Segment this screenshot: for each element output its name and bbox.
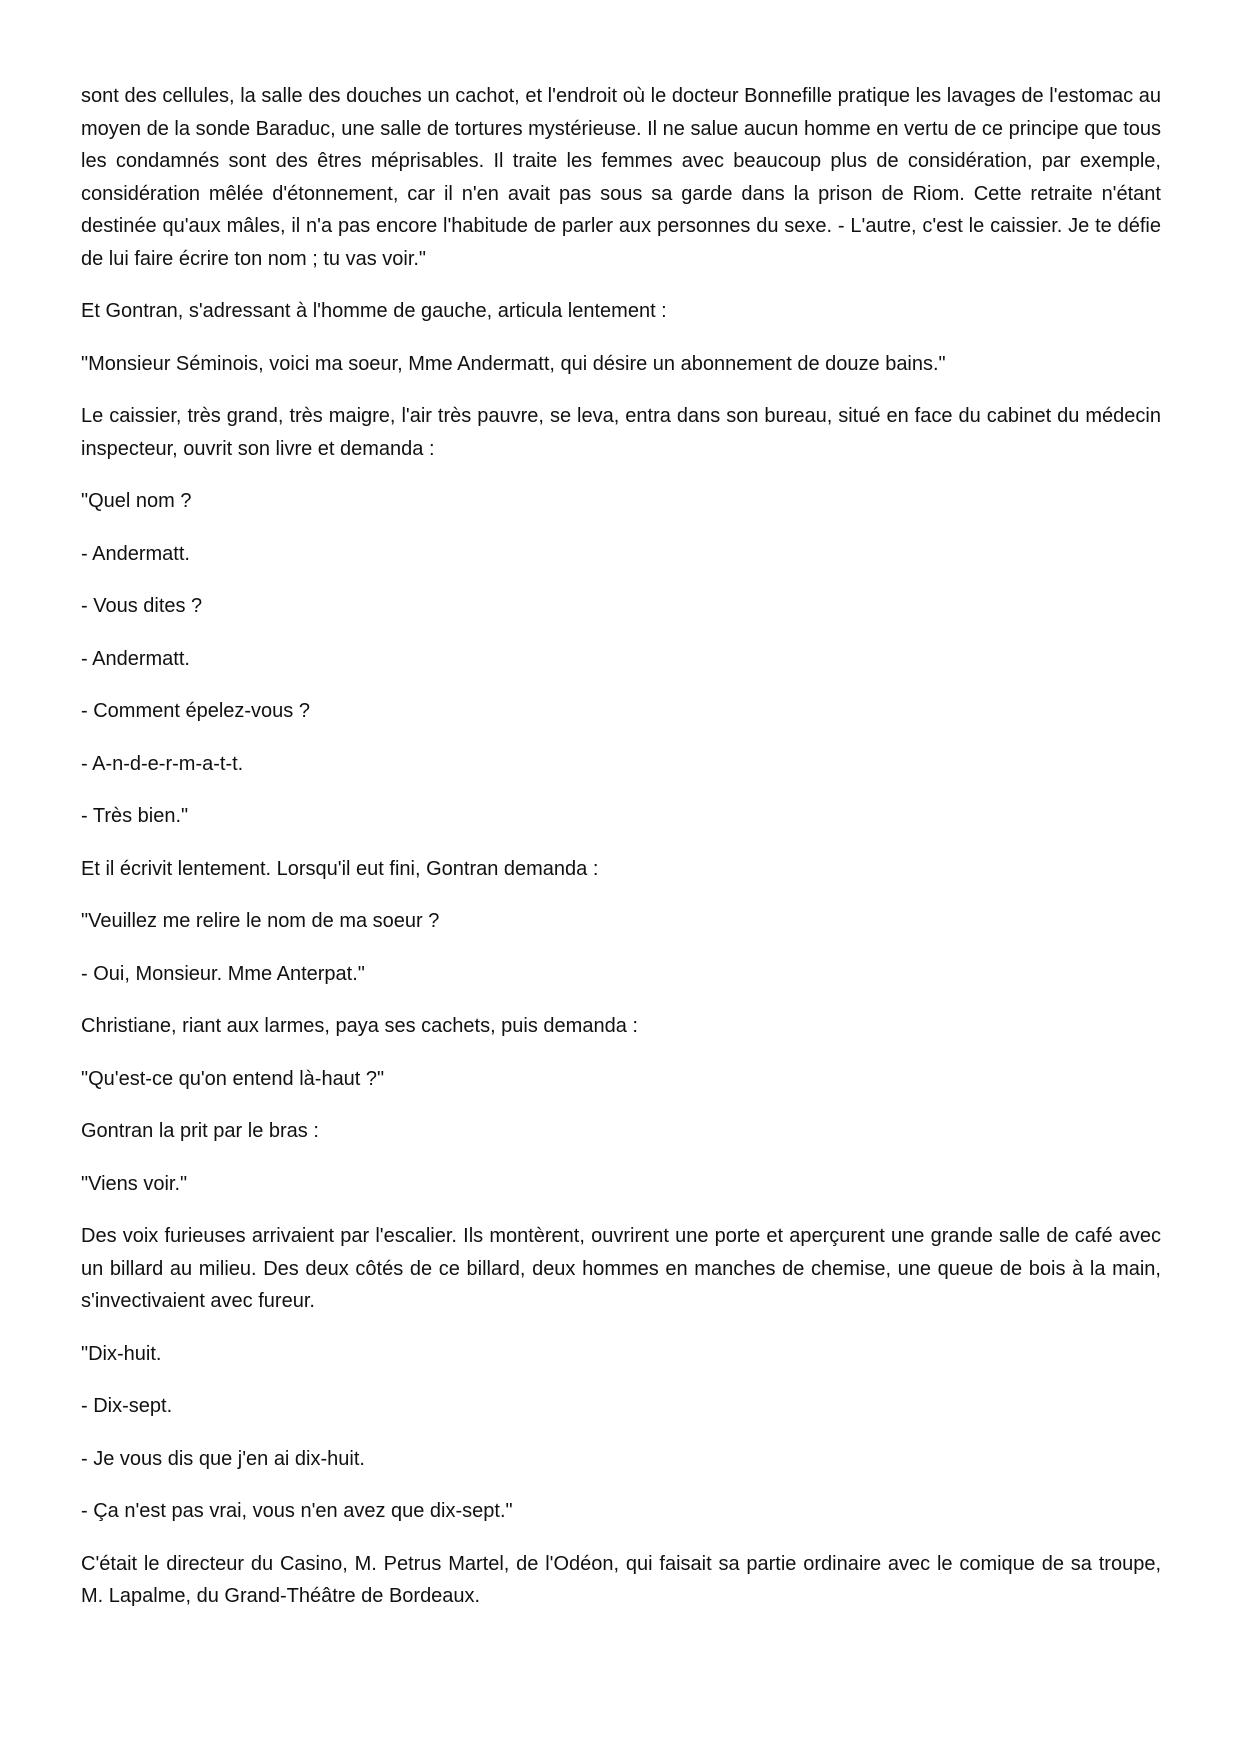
- paragraph: - Je vous dis que j'en ai dix-huit.: [81, 1447, 365, 1470]
- paragraph: "Viens voir.": [81, 1172, 188, 1195]
- paragraph: "Qu'est-ce qu'on entend là-haut ?": [81, 1067, 385, 1090]
- paragraph: - Dix-sept.: [81, 1395, 173, 1417]
- paragraph: Le caissier, très grand, très maigre, l'air très pauvre, se leva, entra dans son bureau, situé en face du cabinet du médecin inspecteur, ouvrit son livre et demanda :: [81, 405, 1161, 460]
- paragraph: Gontran la prit par le bras :: [81, 1120, 319, 1142]
- paragraph: - Andermatt.: [81, 542, 190, 565]
- paragraph: "Quel nom ?: [81, 490, 192, 512]
- paragraph: Et Gontran, s'adressant à l'homme de gauche, articula lentement :: [81, 300, 667, 322]
- paragraph: "Monsieur Séminois, voici ma soeur, Mme Andermatt, qui désire un abonnement de douze bains.": [81, 352, 946, 375]
- paragraph: - Vous dites ?: [81, 595, 203, 617]
- paragraph: - Très bien.": [81, 805, 189, 827]
- paragraph: Et il écrivit lentement. Lorsqu'il eut fini, Gontran demanda :: [81, 857, 599, 880]
- paragraph: "Veuillez me relire le nom de ma soeur ?: [81, 910, 440, 932]
- paragraph: "Dix-huit.: [81, 1342, 162, 1365]
- paragraph: sont des cellules, la salle des douches un cachot, et l'endroit où le docteur Bonnefille pratique les lavages de l'estomac au moyen de la sonde Baraduc, une salle de tortures mystérieuse. Il ne salue aucun homme en vertu de ce principe que tous les condamnés sont des êtres méprisables. Il traite les femmes avec beaucoup plus de considération, par exemple, considération mêlée d'étonnement, car il n'en avait pas sous sa garde dans la prison de Riom. Cette retraite n'étant destinée qu'aux mâles, il n'a pas encore l'habitude de parler aux personnes du sexe. - L'autre, c'est le caissier. Je te défie de lui faire écrire ton nom ; tu vas voir.": [81, 85, 1161, 270]
- paragraph: - A-n-d-e-r-m-a-t-t.: [81, 752, 244, 775]
- paragraph: Christiane, riant aux larmes, paya ses cachets, puis demanda :: [81, 1015, 638, 1037]
- paragraph: - Andermatt.: [81, 647, 190, 670]
- paragraph: - Oui, Monsieur. Mme Anterpat.": [81, 962, 365, 985]
- paragraph: C'était le directeur du Casino, M. Petrus Martel, de l'Odéon, qui faisait sa partie ordinaire avec le comique de sa troupe, M. Lapalme, du Grand-Théâtre de Bordeaux.: [81, 1552, 1161, 1607]
- paragraph: Des voix furieuses arrivaient par l'escalier. Ils montèrent, ouvrirent une porte et aperçurent une grande salle de café avec un billard au milieu. Des deux côtés de ce billard, deux hommes en manches de chemise, une queue de bois à la main, s'invectivaient avec fureur.: [81, 1225, 1161, 1312]
- paragraph: - Ça n'est pas vrai, vous n'en avez que dix-sept.": [81, 1500, 513, 1522]
- paragraph: - Comment épelez-vous ?: [81, 700, 310, 722]
- document-page: [81, 80, 1161, 1633]
